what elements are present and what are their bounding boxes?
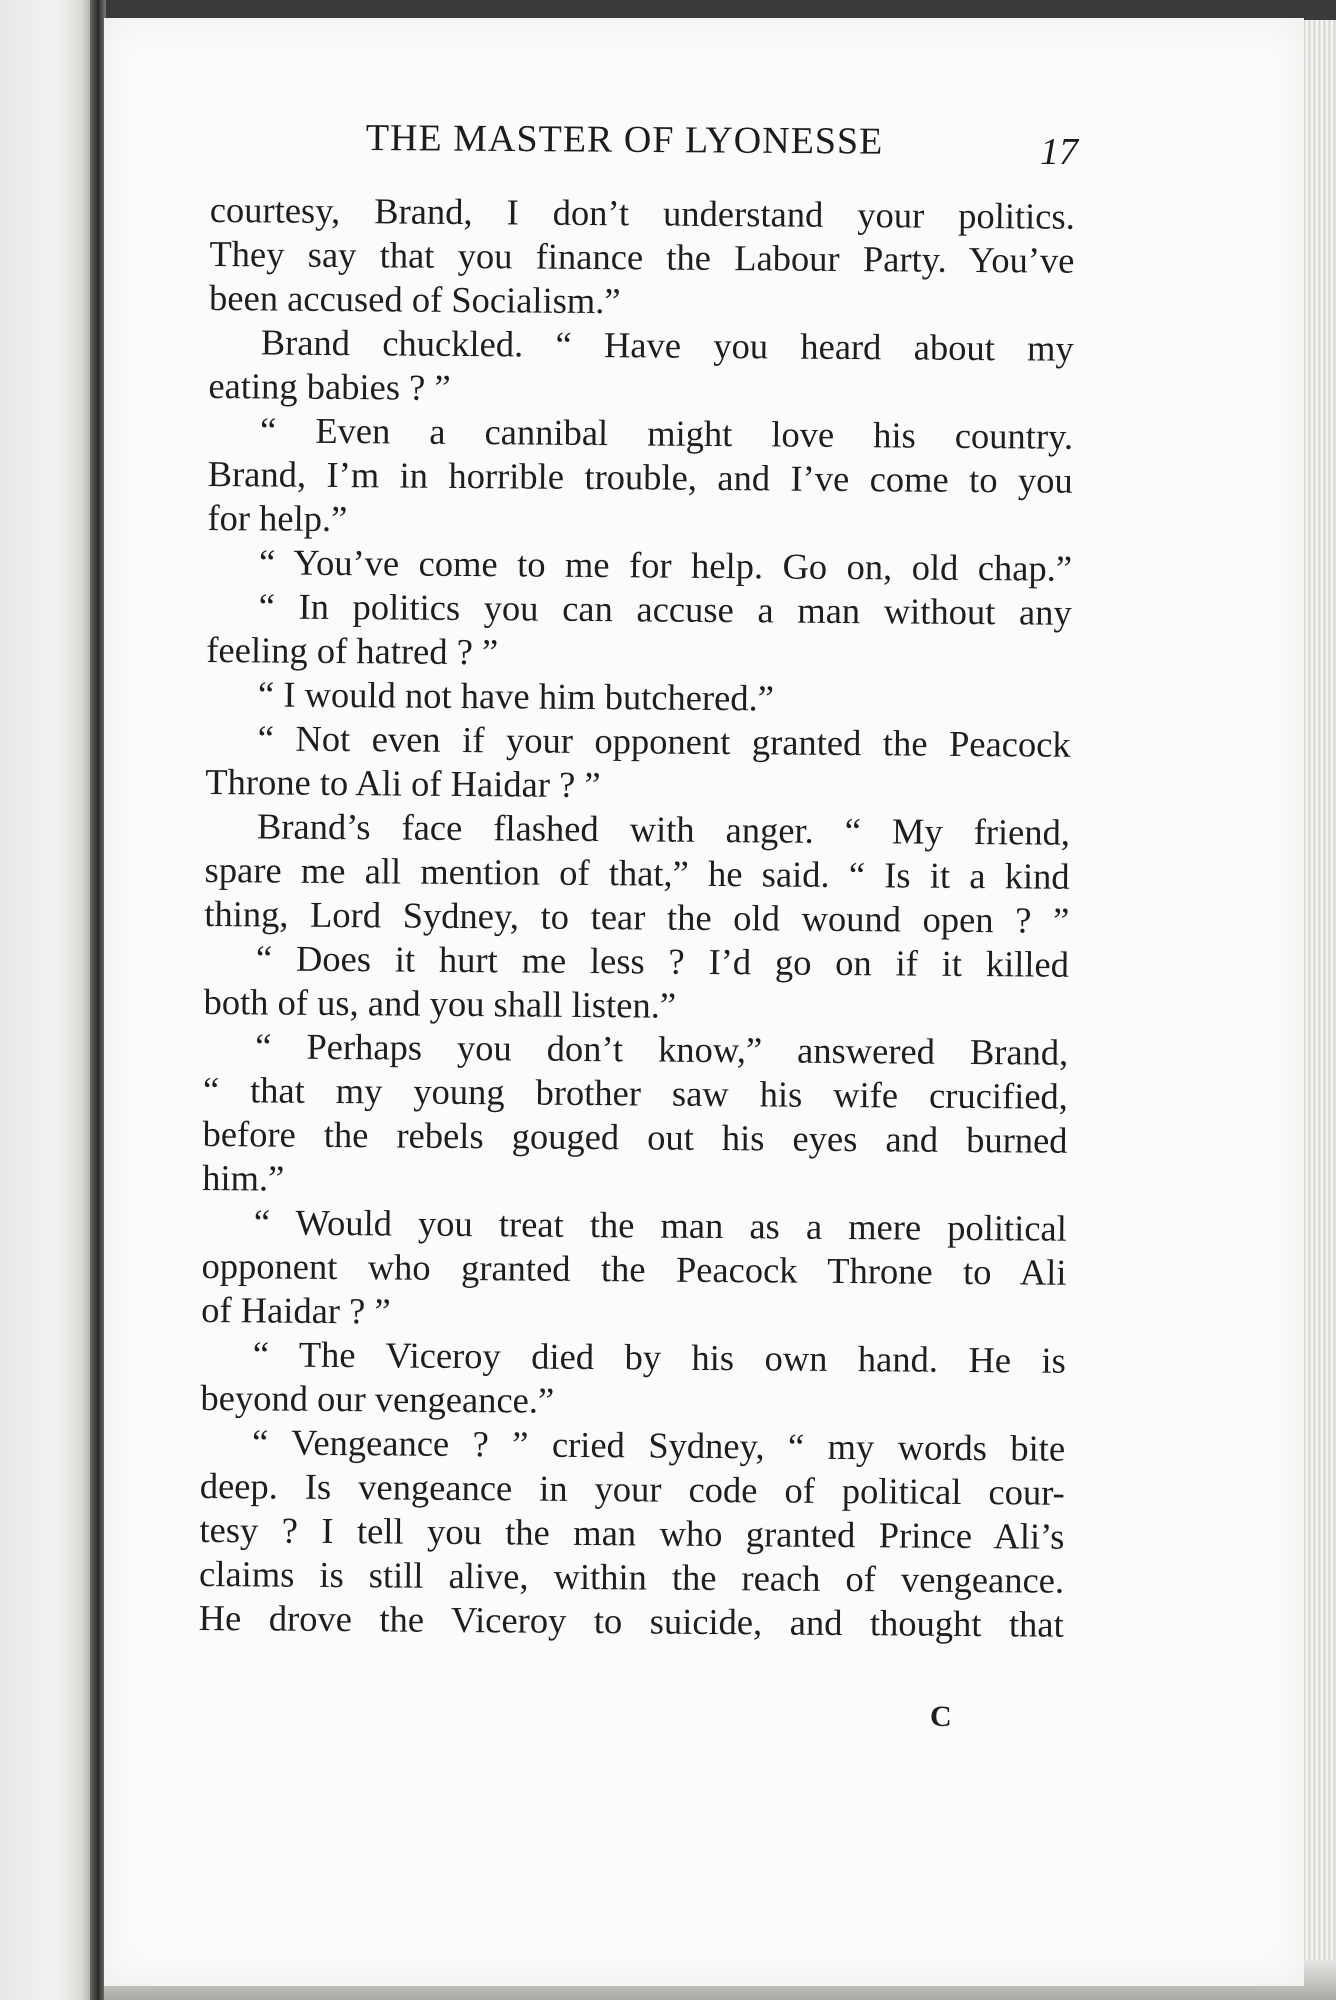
text-line: eating babies ? ” [208,364,451,408]
text-line: tesy ? I tell you the man who granted Prince Ali’s [199,1508,1065,1557]
text-line: feeling of hatred ? ” [206,628,499,673]
text-line: both of us, and you shall listen.” [203,980,677,1026]
text-line: “ You’ve come to me for help. Go on, old chap.” [258,541,1073,589]
text-line: “ Would you treat the man as a mere political [253,1201,1068,1249]
signature-mark: C [930,1700,952,1733]
text-line: Brand chuckled. “ Have you heard about my [260,321,1074,369]
text-line: “ Perhaps you don’t know,” answered Brand, [255,1025,1069,1073]
text-line: beyond our vengeance.” [200,1376,555,1421]
text-line: They say that you finance the Labour Party. You’ve [209,232,1075,281]
text-line: “ Even a cannibal might love his country. [259,409,1074,457]
text-line: “ In politics you can accuse a man without any [258,585,1072,633]
text-line: him.” [202,1156,285,1199]
text-line: courtesy, Brand, I don’t understand your politics. [209,188,1075,237]
text-line: spare me all mention of that,” he said. “ Is it a kind [204,848,1070,897]
text-line: “ The Viceroy died by his own hand. He is [252,1333,1066,1381]
text-line: for help.” [207,496,348,540]
text-line: “ Not even if your opponent granted the Peacock [257,717,1071,765]
facing-page-edge [0,0,96,2000]
running-title: THE MASTER OF LYONESSE [365,116,884,163]
text-line: of Haidar ? ” [201,1288,391,1332]
text-line: thing, Lord Sydney, to tear the old wound open ? ” [204,892,1070,941]
text-line: Throne to Ali of Haidar ? ” [205,760,601,806]
text-line: “ that my young brother saw his wife crucified, [202,1068,1069,1117]
text-line: opponent who granted the Peacock Throne to Ali [201,1244,1067,1293]
text-line: been accused of Socialism.” [208,276,621,322]
text-line: deep. Is vengeance in your code of political cour- [199,1464,1065,1513]
text-line: before the rebels gouged out his eyes and burned [202,1112,1068,1161]
text-line: “ I would not have him butchered.” [257,673,775,719]
text-line: Brand, I’m in horrible trouble, and I’ve come to you [207,452,1073,501]
page-number: 17 [1040,131,1078,173]
body-text [199,188,1075,1647]
text-line: “ Vengeance ? ” cried Sydney, “ my words bite [251,1421,1066,1469]
text-line: claims is still alive, within the reach of vengeance. [198,1552,1065,1601]
text-line: He drove the Viceroy to suicide, and thought that [198,1596,1064,1645]
text-line: “ Does it hurt me less ? I’d go on if it killed [255,937,1070,985]
text-line: Brand’s face flashed with anger. “ My friend, [256,805,1071,853]
